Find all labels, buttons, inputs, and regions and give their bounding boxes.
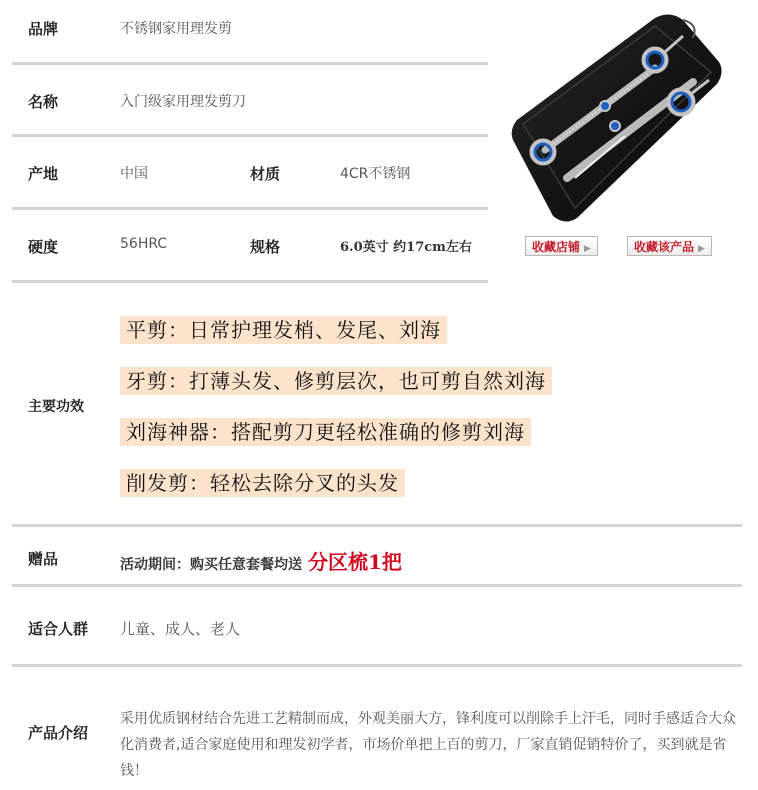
fav-product-label: 收藏该产品 xyxy=(634,240,695,254)
name-value: 入门级家用理发剪刀 xyxy=(120,94,246,110)
function-item xyxy=(120,416,531,445)
origin-label: 产地 xyxy=(28,165,59,183)
audience-label: 适合人群 xyxy=(28,620,89,638)
brand-label: 品牌 xyxy=(28,20,59,38)
hardness-value: 56HRC xyxy=(120,236,168,252)
gift-description xyxy=(120,546,402,575)
size-value: 6.0英寸 约17cm左右 xyxy=(340,240,472,255)
function-item-text: 刘海神器：搭配剪刀更轻松准确的修剪刘海 xyxy=(120,418,531,446)
function-item xyxy=(120,467,405,496)
product-image xyxy=(505,10,726,226)
functions-label: 主要功效 xyxy=(28,399,84,415)
divider xyxy=(12,664,742,667)
fav-product-button[interactable] xyxy=(627,236,712,256)
triangle-right-icon: ▶ xyxy=(584,244,591,254)
fav-shop-button[interactable] xyxy=(525,236,598,256)
divider xyxy=(12,524,742,527)
origin-value: 中国 xyxy=(120,166,148,182)
name-label: 名称 xyxy=(28,93,59,111)
function-item-text: 平剪：日常护理发梢、发尾、刘海 xyxy=(120,316,447,344)
audience-value: 儿童、成人、老人 xyxy=(120,620,241,638)
function-item xyxy=(120,314,447,343)
gift-label: 赠品 xyxy=(28,550,59,568)
size-label: 规格 xyxy=(250,238,281,256)
material-value: 4CR不锈钢 xyxy=(340,166,411,182)
divider xyxy=(12,62,488,65)
brand-value: 不锈钢家用理发剪 xyxy=(120,21,232,37)
function-item-text: 牙剪：打薄头发、修剪层次，也可剪自然刘海 xyxy=(120,367,552,395)
intro-text: 采用优质钢材结合先进工艺精制而成，外观美丽大方，锋利度可以削除手上汗毛，同时手感适合大众化消费者,适合家庭使用和理发初学者，市场价单把上百的剪刀，厂家直销促销特价了，买到就是省钱！ xyxy=(120,711,736,779)
divider xyxy=(12,280,488,283)
triangle-right-icon: ▶ xyxy=(698,244,705,254)
gift-highlight: 分区梳1把 xyxy=(308,550,402,574)
intro-label: 产品介绍 xyxy=(28,724,89,742)
fav-shop-label: 收藏店铺 xyxy=(532,240,581,254)
material-label: 材质 xyxy=(250,165,281,183)
hardness-label: 硬度 xyxy=(28,238,59,256)
divider xyxy=(12,584,742,587)
divider xyxy=(12,134,488,137)
gift-text: 活动期间：购买任意套餐均送 xyxy=(120,557,302,573)
function-item xyxy=(120,365,552,394)
divider xyxy=(12,207,488,210)
function-item-text: 削发剪：轻松去除分叉的头发 xyxy=(120,469,405,497)
